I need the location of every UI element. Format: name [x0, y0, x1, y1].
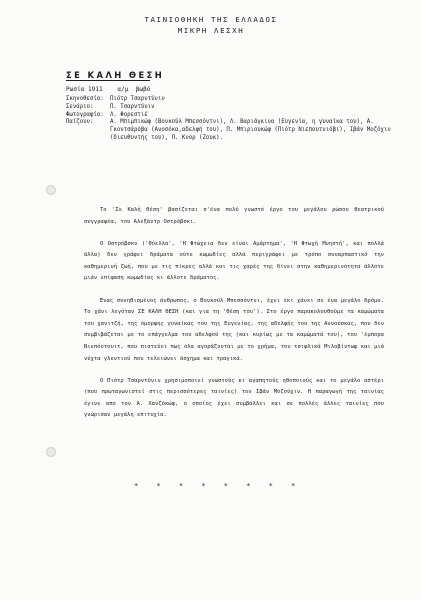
credit-label: Σκηνοθεσία:	[66, 96, 104, 102]
credit-value: Π. Τσαρντύνιν	[110, 103, 155, 110]
credit-label: Σενάριο:	[66, 103, 94, 110]
paragraph: Ο Πιότρ Τσαρντύνιν χρησιμοποιεί γνωστούς κι αγαπητούς ηθοποιούς και το μεγάλο αστέρι (που πρωταγωνιστεί στις περισσότερες ταινίες) τον Ιβάν Μοζούχιν. Η παραγωγή της ταινίας έγινε απο τον Α. Χανζόκώφ, ο οποίος έχει συμβάλλει και σε πολλές άλλες ταινίες που γνώρισαν μεγάλη επιτυχία.	[84, 377, 384, 419]
credit-row-screenplay	[66, 104, 410, 112]
paragraph: Ο Οστρόβσκυ ('Θύελλα', 'Η Φτώχεια δεν είναι Αμάρτημα', 'Η Φτωχή Μνηστή', και πολλά άλλα) δεν γράφει δράματα ούτε κωμωδίες αλλά περιγράφει με τρόπο συναρπαστικό την καθημερινή ζωή, που με τις πίκρες αλλά και τις χαρές της δίνει στην καθημερινότητα άλλοτε μιάν επίφαση κωμωδίας κι άλλοτε δράματος.	[84, 240, 384, 282]
credit-row-director	[66, 96, 410, 104]
film-country-year: Ρωσία 1911	[66, 86, 103, 93]
credit-value: Πιότρ Τσαρντύνιν	[110, 96, 165, 102]
punch-hole	[46, 185, 56, 195]
header-archive-name: ΤΑΙΝΙΟΘΗΚΗ ΤΗΣ ΕΛΛΑΔΟΣ	[144, 15, 278, 24]
credits-block	[66, 96, 410, 143]
header-club-name: ΜΙΚΡΗ ΛΕΣΧΗ	[177, 26, 245, 35]
paragraph: Ένας συνηθισμένος άνθρωπος, ο Βονκοϋλ Μπεσσόντνι, έχει εκι χάνει σε ένα μεγάλο δρόμο. Το χάνι λεγόταν ΣΕ ΚΑΛΗ ΘΕΣΗ (και για τη 'θέση του'). Στο έργο παρακολουθούμε τα καμώματα του χανιτζή, της όμορφης γυναίκας του της Ευγενίας, της αδελφής του της Αννούσκας, που δεν συμβιβάζεται με το επάγγελμα του αδελφού της (και κυρίως με τα καμώματά του), του 'έμπορα Νιεπόντουιτ, που πιστεύει πως όλα αγοράζονται με το χρήμα, τον τσιφλικά Μιλοβίντωφ και μιά νύχτα γλεντιού που τελειώνει άσχημα και τραγικά.	[84, 297, 384, 362]
credit-label: Φωτογραφία:	[66, 111, 104, 118]
credit-label: Παίζουν:	[66, 119, 94, 126]
punch-hole	[46, 447, 56, 457]
film-format: α/μ	[117, 86, 129, 93]
film-medium: βωβό	[135, 86, 151, 93]
credit-value: Α. Μπιμπικώφ (Βονκοϋλ Μπεσσόντνι), Λ. Βαριάγκινα (Ευγενία, η γυναίκα του), Α. Γκοντσάρόβα (Ανοσόκα,αδελφή του), Π. Μπιριουκώφ (Πιότρ Νιεπουτνιόβι), Ιβάν Μοζόχιν (διευθυντής του), Π. Κνορ (Ζουκ).	[110, 119, 391, 141]
paragraph: Το 'Σε Καλή Θέση' βασίζεται σ'ένα πολύ γνωστό έργο του μεγάλου ρώσου θεατρικού συγγραφέα, του Αλεξάντρ Οστρόβσκι.	[84, 207, 384, 225]
document-header	[0, 14, 422, 36]
closing-asterisks: * * * * * * * *	[134, 482, 303, 490]
film-meta	[66, 85, 150, 94]
title-underline	[66, 80, 150, 81]
credit-row-cast	[66, 119, 410, 142]
film-title: ΣΕ ΚΑΛΗ ΘΕΣΗ	[66, 70, 165, 80]
credit-value: Λ. Φορεστιέ	[110, 111, 148, 118]
synopsis-body	[84, 205, 384, 433]
